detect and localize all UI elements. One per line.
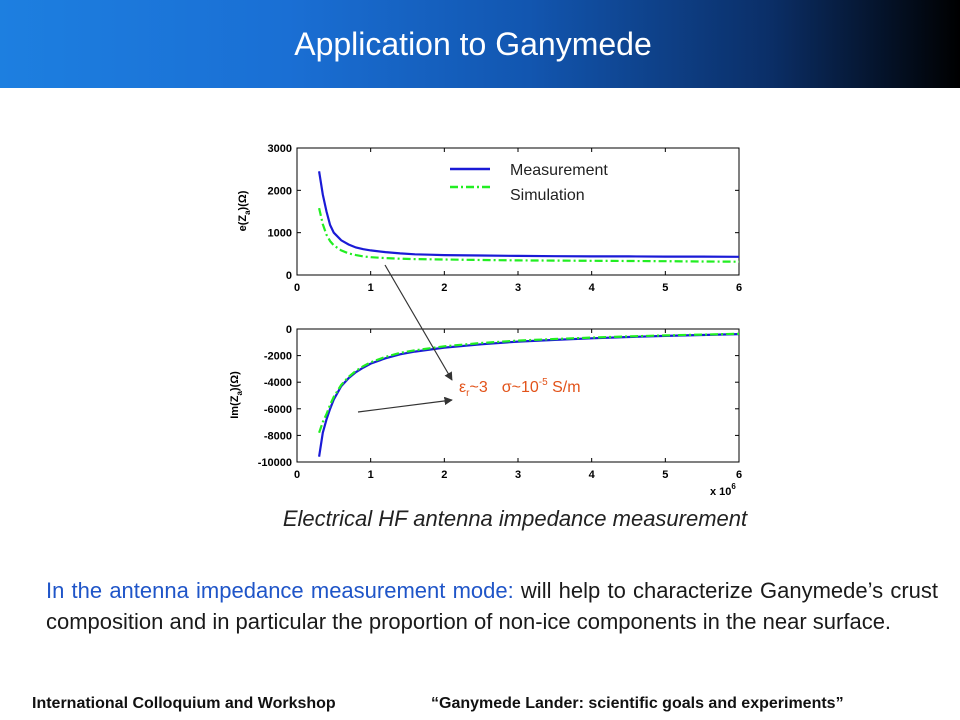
y-tick-label: 3000 [267, 143, 292, 155]
footer-event: International Colloquium and Workshop [32, 695, 336, 712]
real-impedance-chart [237, 143, 742, 294]
x-tick-label: 5 [662, 469, 669, 481]
slide-title: Application to Ganymede [294, 26, 652, 62]
y-tick-label: 1000 [267, 227, 292, 240]
legend-measurement-label: Measurement [510, 162, 608, 179]
x-tick-label: 2 [441, 282, 448, 294]
x-tick-label: 6 [735, 282, 743, 294]
x-axis-multiplier: x $10^6$ [710, 482, 736, 498]
x-tick-label: 4 [588, 282, 595, 294]
figure-caption: Electrical HF antenna impedance measurement [282, 506, 748, 531]
y-tick-label: -4000 [263, 377, 292, 390]
y-axis-label: $Im(Z_a)(\Omega)$ [229, 371, 244, 419]
y-tick-label: 2000 [267, 185, 292, 198]
x-tick-label: 3 [514, 469, 522, 481]
y-tick-label: 0 [285, 324, 292, 336]
body-paragraph [46, 575, 938, 637]
y-tick-label: 0 [285, 270, 292, 282]
parameter-annotation: $\varepsilon_r\sim 3$ $\sigma\sim 10^{-5}$ S/m [459, 377, 581, 399]
x-tick-label: 0 [293, 282, 301, 294]
footer-theme: “Ganymede Lander: scientific goals and experiments” [431, 695, 844, 712]
x-tick-label: 5 [662, 282, 669, 294]
x-tick-label: 1 [367, 469, 374, 481]
body-lead: In the antenna impedance measurement mode: [46, 578, 514, 603]
y-tick-label: -6000 [263, 403, 292, 416]
x-tick-label: 3 [514, 282, 522, 294]
y-axis-label: $e(Z_a)(\Omega)$ [237, 190, 252, 232]
x-tick-label: 0 [293, 469, 301, 481]
y-tick-label: -2000 [263, 350, 292, 363]
x-tick-label: 4 [588, 469, 595, 481]
y-tick-label: -10000 [257, 457, 292, 469]
x-tick-label: 2 [441, 469, 448, 481]
imaginary-impedance-chart [229, 324, 742, 498]
legend-simulation-label: Simulation [510, 187, 585, 204]
x-tick-label: 1 [367, 282, 374, 294]
y-tick-label: -8000 [263, 430, 292, 443]
x-tick-label: 6 [735, 469, 743, 481]
body-rest: will help to characterize Ganymede’s crust composition and in particular the proportion of non-ice components in the near surface. [46, 578, 938, 634]
legend [443, 155, 612, 207]
